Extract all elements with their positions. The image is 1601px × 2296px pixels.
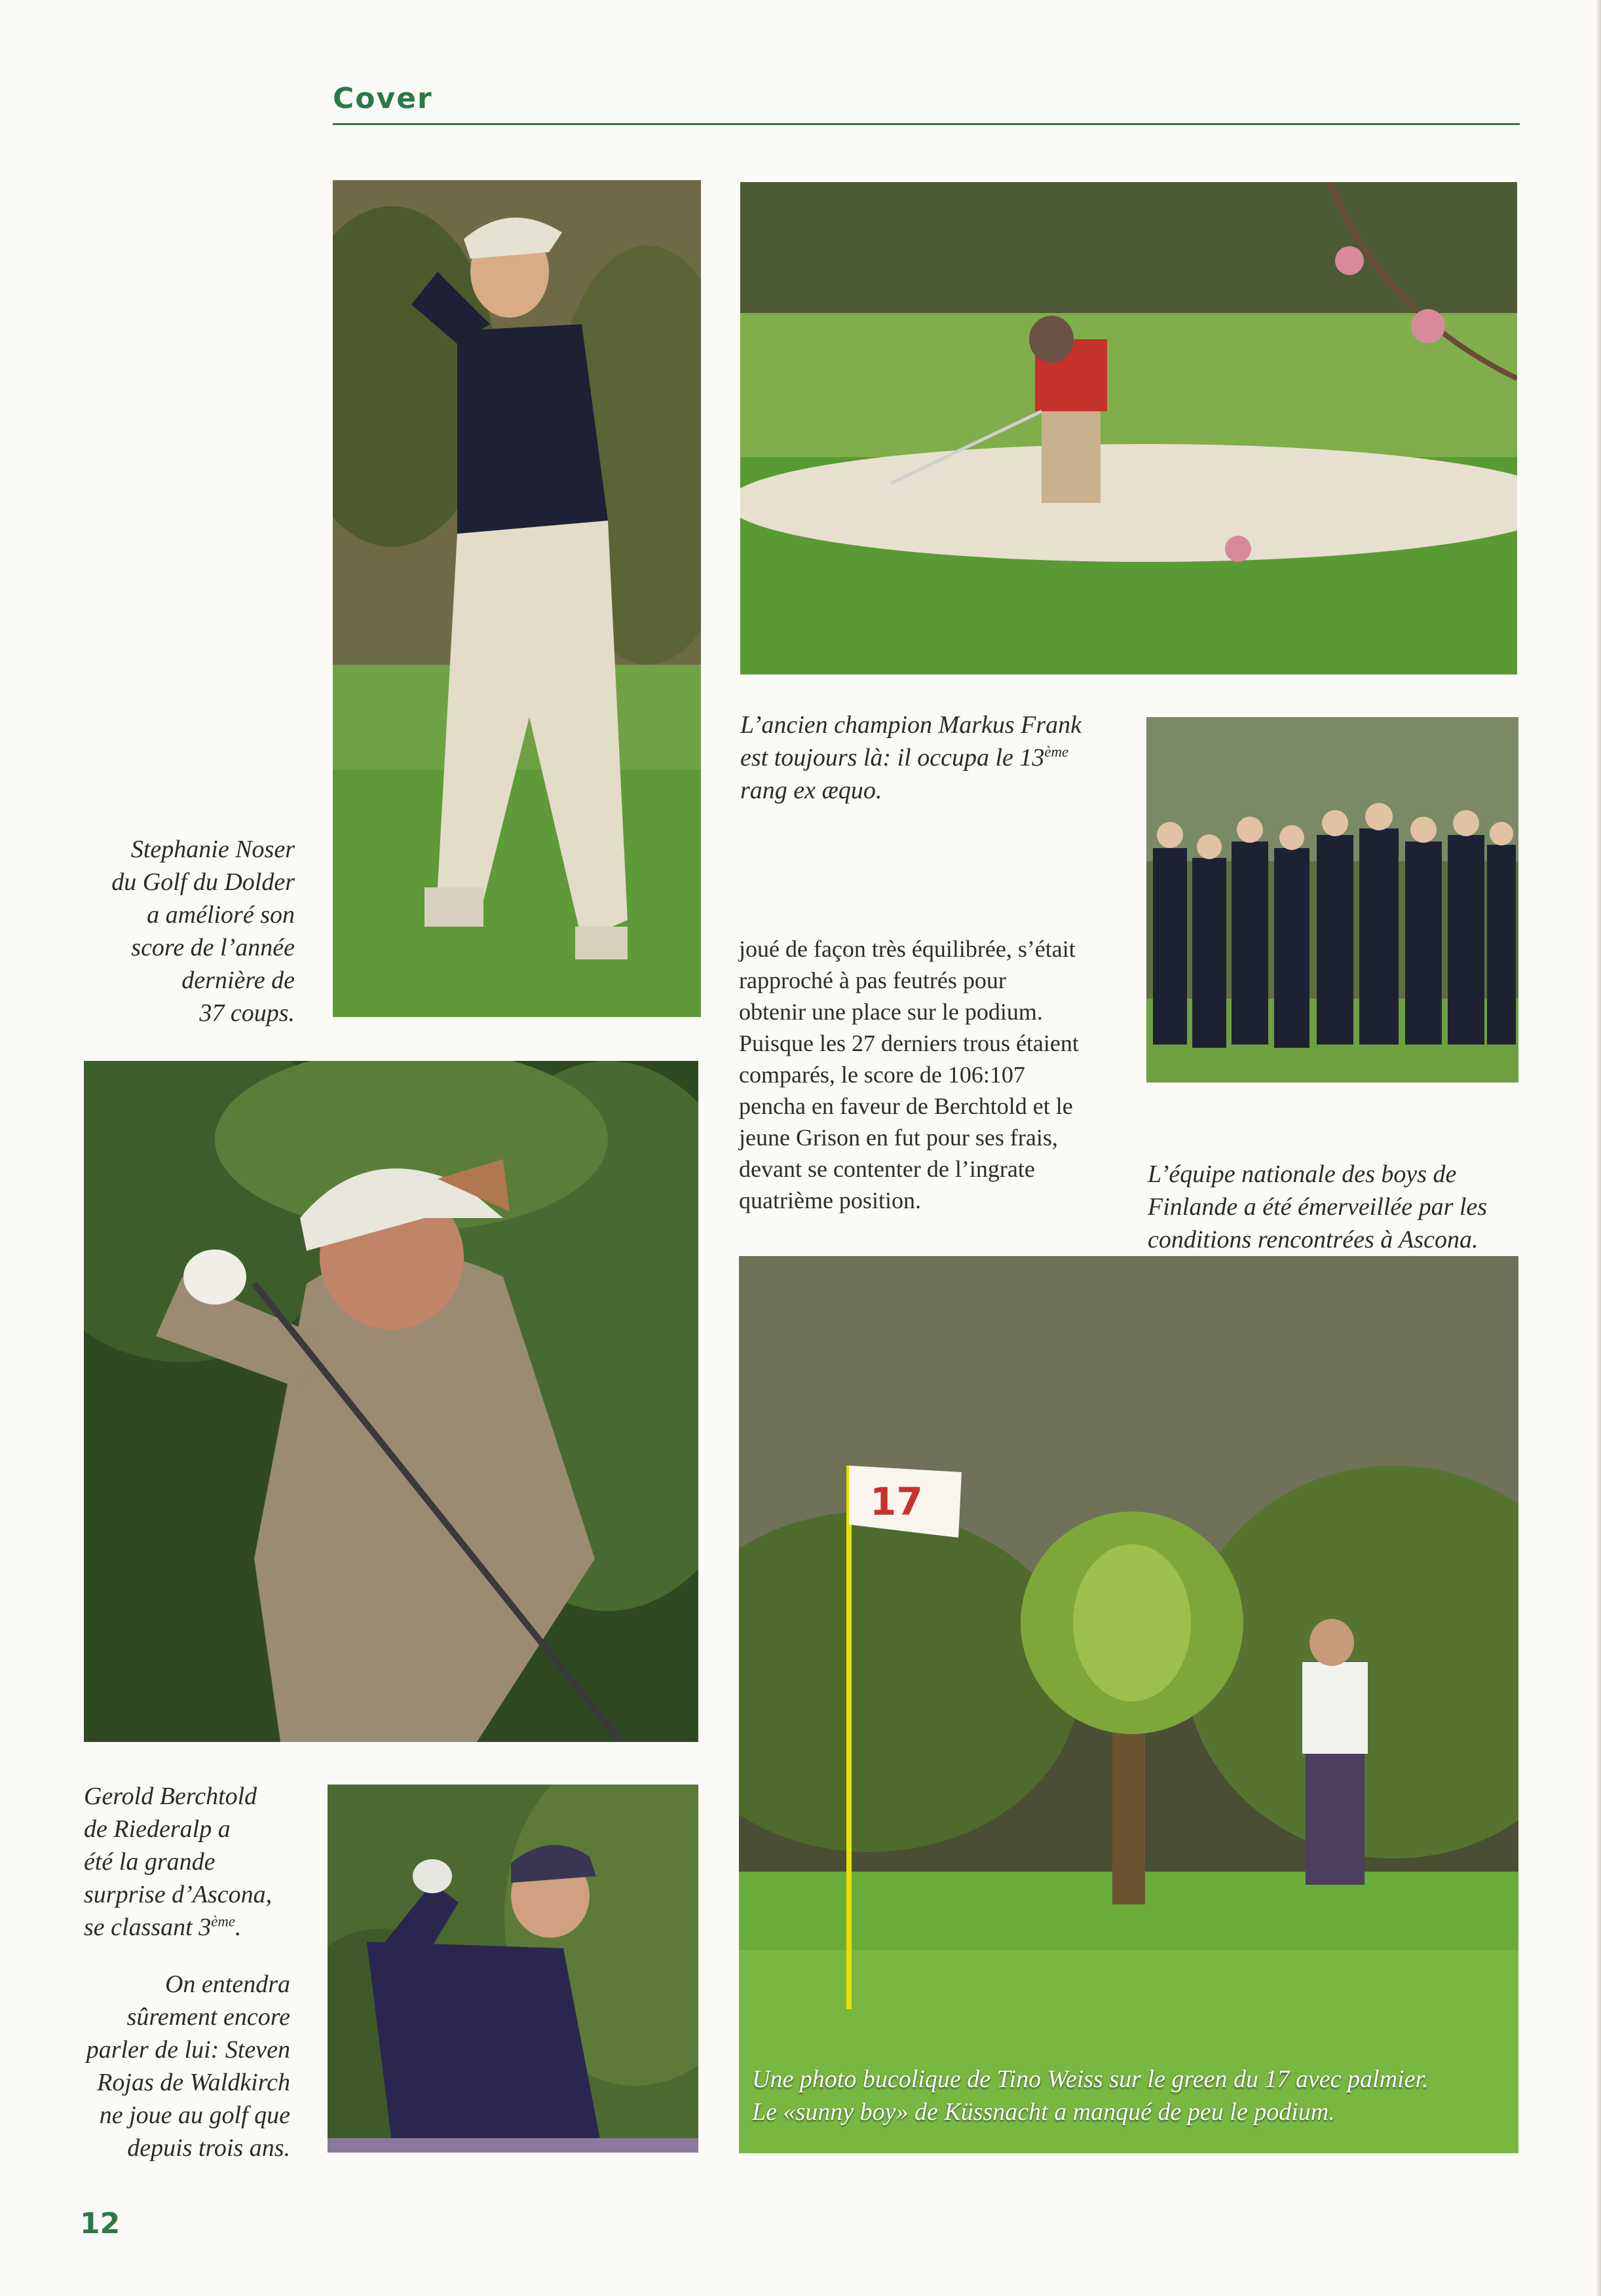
caption-line: conditions rencontrées à Ascona. xyxy=(1148,1226,1479,1253)
caption-line: Gerold Berchtold xyxy=(84,1783,257,1810)
caption-line: est toujours là: il occupa le 13ème xyxy=(740,743,1069,771)
header-rule xyxy=(333,123,1520,125)
section-title: Cover xyxy=(333,82,433,115)
article-line: rapproché à pas feutrés pour xyxy=(739,967,1006,993)
caption-line: de Riederalp a xyxy=(84,1815,231,1843)
article-line: jeune Grison en fut pour ses frais, xyxy=(739,1124,1058,1151)
photo-stephanie-noser xyxy=(333,180,701,1017)
caption-line: L’ancien champion Markus Frank xyxy=(740,711,1082,739)
caption-line: Rojas de Waldkirch xyxy=(97,2069,290,2096)
page-edge xyxy=(1596,0,1601,2296)
caption-line: sûrement encore xyxy=(126,2003,290,2031)
photo-markus-frank xyxy=(740,182,1517,675)
caption-finland-team xyxy=(1148,1158,1521,1256)
caption-line: ne joue au golf que xyxy=(99,2102,290,2129)
caption-line: Une photo bucolique de Tino Weiss sur le green du 17 avec palmier. xyxy=(752,2065,1429,2093)
caption-line: On entendra xyxy=(164,1971,290,1998)
caption-line: score de l’année xyxy=(131,934,295,961)
caption-line: dernière de xyxy=(181,967,295,994)
article-text xyxy=(739,933,1106,1216)
caption-line: L’équipe nationale des boys de xyxy=(1148,1160,1457,1188)
caption-line: rang ex æquo. xyxy=(740,777,882,804)
caption-line: 37 coups. xyxy=(199,999,295,1027)
caption-line: parler de lui: Steven xyxy=(86,2036,290,2064)
caption-line: Le «sunny boy» de Küssnacht a manqué de peu le podium. xyxy=(752,2098,1335,2126)
caption-line: été la grande xyxy=(84,1848,216,1876)
caption-markus-frank xyxy=(740,709,1146,807)
caption-gerold-berchtold xyxy=(84,1780,320,1944)
flag-number: 17 xyxy=(870,1479,923,1524)
caption-line: se classant 3ème. xyxy=(84,1913,242,1941)
caption-line: depuis trois ans. xyxy=(127,2134,290,2162)
caption-stephanie-noser xyxy=(66,833,295,1029)
caption-line: du Golf du Dolder xyxy=(111,868,295,896)
article-line: quatrième position. xyxy=(739,1187,921,1213)
caption-line: a amélioré son xyxy=(147,901,295,929)
photo-finland-team xyxy=(1146,717,1518,1083)
caption-steven-rojas xyxy=(66,1968,290,2164)
article-line: comparés, le score de 106:107 xyxy=(739,1062,1025,1088)
photo-steven-rojas xyxy=(328,1785,698,2153)
photo-gerold-berchtold xyxy=(84,1061,698,1742)
article-line: joué de façon très équilibrée, s’était xyxy=(739,936,1076,962)
photo-tino-weiss xyxy=(739,1256,1518,2153)
caption-tino-weiss xyxy=(752,2063,1512,2128)
article-line: devant se contenter de l’ingrate xyxy=(739,1156,1035,1182)
caption-line: Finlande a été émerveillée par les xyxy=(1148,1193,1488,1221)
article-line: Puisque les 27 derniers trous étaient xyxy=(739,1030,1079,1056)
caption-line: surprise d’Ascona, xyxy=(84,1881,273,1908)
article-line: obtenir une place sur le podium. xyxy=(739,999,1043,1025)
page-number: 12 xyxy=(80,2207,121,2240)
caption-line: Stephanie Noser xyxy=(130,836,295,863)
article-line: pencha en faveur de Berchtold et le xyxy=(739,1093,1073,1119)
